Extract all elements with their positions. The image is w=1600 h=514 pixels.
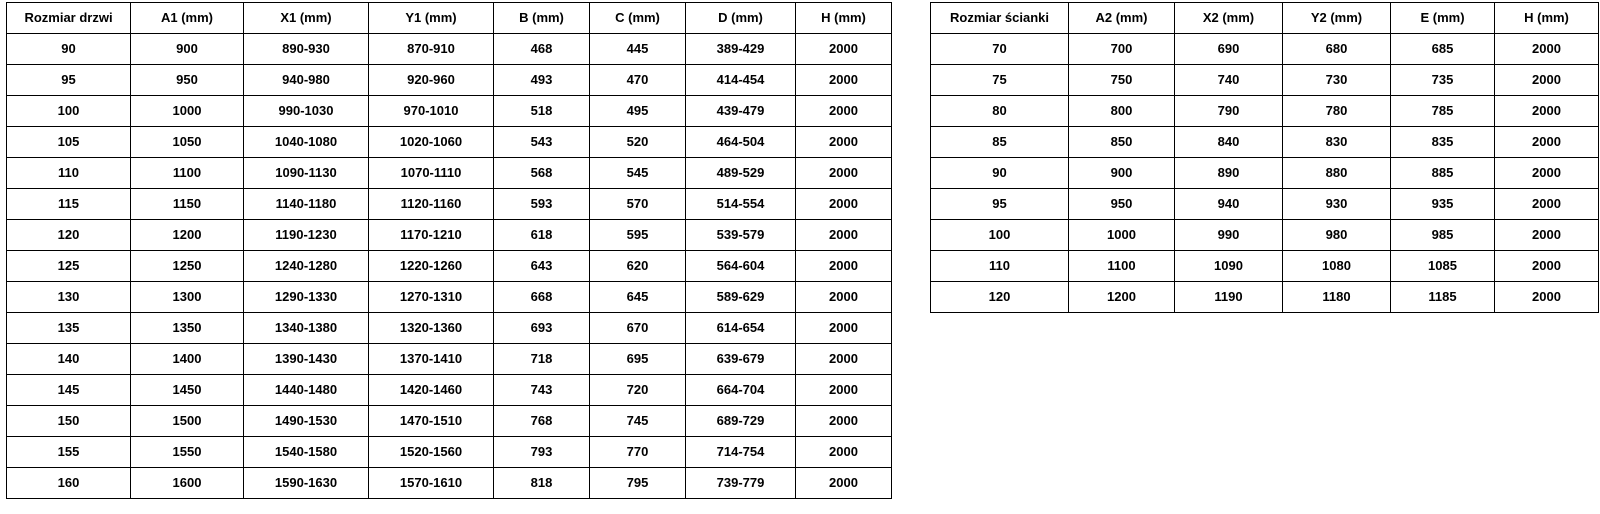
table-cell: 680: [1283, 34, 1391, 65]
table-cell: 1450: [131, 375, 244, 406]
table-cell: 120: [7, 220, 131, 251]
table-cell: 1180: [1283, 282, 1391, 313]
table-cell: 1250: [131, 251, 244, 282]
table-cell: 2000: [1495, 34, 1599, 65]
table-cell: 645: [590, 282, 686, 313]
table-cell: 790: [1175, 96, 1283, 127]
table-cell: 1040-1080: [244, 127, 369, 158]
table-cell: 890: [1175, 158, 1283, 189]
table-cell: 2000: [1495, 96, 1599, 127]
table-cell: 520: [590, 127, 686, 158]
table-cell: 985: [1391, 220, 1495, 251]
table-cell: 785: [1391, 96, 1495, 127]
table-cell: 950: [131, 65, 244, 96]
table-cell: 664-704: [686, 375, 796, 406]
table-cell: 970-1010: [369, 96, 494, 127]
table-cell: 1300: [131, 282, 244, 313]
table-cell: 2000: [796, 251, 892, 282]
table-cell: 1120-1160: [369, 189, 494, 220]
table-cell: 495: [590, 96, 686, 127]
table-cell: 2000: [796, 127, 892, 158]
table-cell: 700: [1069, 34, 1175, 65]
table-cell: 2000: [1495, 65, 1599, 96]
table-cell: 920-960: [369, 65, 494, 96]
table-cell: 1350: [131, 313, 244, 344]
table-cell: 1500: [131, 406, 244, 437]
table-cell: 1600: [131, 468, 244, 499]
table-cell: 2000: [1495, 189, 1599, 220]
table-cell: 735: [1391, 65, 1495, 96]
table-row: [931, 158, 1599, 189]
table-header-row: [7, 3, 892, 34]
table-cell: 2000: [796, 375, 892, 406]
doors-dimensions-table-container: [6, 2, 892, 499]
table-cell: 2000: [796, 313, 892, 344]
column-header: D (mm): [686, 3, 796, 34]
table-cell: 1000: [131, 96, 244, 127]
table-cell: 1080: [1283, 251, 1391, 282]
table-cell: 543: [494, 127, 590, 158]
table-cell: 2000: [796, 65, 892, 96]
table-cell: 689-729: [686, 406, 796, 437]
table-cell: 120: [931, 282, 1069, 313]
column-header: Y2 (mm): [1283, 3, 1391, 34]
table-cell: 1540-1580: [244, 437, 369, 468]
table-cell: 110: [7, 158, 131, 189]
table-cell: 1140-1180: [244, 189, 369, 220]
table-cell: 110: [931, 251, 1069, 282]
table-row: [931, 127, 1599, 158]
column-header: A1 (mm): [131, 3, 244, 34]
table-cell: 1490-1530: [244, 406, 369, 437]
table-cell: 1240-1280: [244, 251, 369, 282]
table-cell: 95: [931, 189, 1069, 220]
table-cell: 2000: [1495, 220, 1599, 251]
table-cell: 80: [931, 96, 1069, 127]
table-cell: 100: [931, 220, 1069, 251]
table-cell: 990-1030: [244, 96, 369, 127]
table-cell: 1390-1430: [244, 344, 369, 375]
column-header: C (mm): [590, 3, 686, 34]
table-cell: 1020-1060: [369, 127, 494, 158]
table-cell: 880: [1283, 158, 1391, 189]
table-cell: 980: [1283, 220, 1391, 251]
table-cell: 570: [590, 189, 686, 220]
table-cell: 155: [7, 437, 131, 468]
table-cell: 95: [7, 65, 131, 96]
table-cell: 950: [1069, 189, 1175, 220]
table-cell: 2000: [1495, 282, 1599, 313]
table-cell: 685: [1391, 34, 1495, 65]
table-cell: 1185: [1391, 282, 1495, 313]
table-cell: 935: [1391, 189, 1495, 220]
table-cell: 780: [1283, 96, 1391, 127]
table-cell: 1090-1130: [244, 158, 369, 189]
table-cell: 1590-1630: [244, 468, 369, 499]
table-row: [7, 468, 892, 499]
table-cell: 670: [590, 313, 686, 344]
table-row: [7, 158, 892, 189]
column-header: E (mm): [1391, 3, 1495, 34]
table-row: [931, 220, 1599, 251]
table-cell: 115: [7, 189, 131, 220]
table-cell: 1550: [131, 437, 244, 468]
doors-dimensions-table: [6, 2, 892, 499]
column-header: X1 (mm): [244, 3, 369, 34]
table-cell: 818: [494, 468, 590, 499]
table-cell: 2000: [796, 344, 892, 375]
table-cell: 2000: [1495, 251, 1599, 282]
table-cell: 100: [7, 96, 131, 127]
table-cell: 130: [7, 282, 131, 313]
table-cell: 940: [1175, 189, 1283, 220]
table-cell: 1520-1560: [369, 437, 494, 468]
table-cell: 890-930: [244, 34, 369, 65]
table-cell: 835: [1391, 127, 1495, 158]
table-row: [7, 375, 892, 406]
table-row: [7, 313, 892, 344]
table-row: [931, 251, 1599, 282]
table-cell: 800: [1069, 96, 1175, 127]
table-cell: 470: [590, 65, 686, 96]
column-header: X2 (mm): [1175, 3, 1283, 34]
table-cell: 539-579: [686, 220, 796, 251]
table-cell: 770: [590, 437, 686, 468]
table-cell: 439-479: [686, 96, 796, 127]
doors-table-header: [7, 3, 892, 34]
table-cell: 125: [7, 251, 131, 282]
table-cell: 593: [494, 189, 590, 220]
table-row: [7, 34, 892, 65]
table-cell: 695: [590, 344, 686, 375]
table-cell: 614-654: [686, 313, 796, 344]
table-cell: 1050: [131, 127, 244, 158]
table-cell: 1220-1260: [369, 251, 494, 282]
table-row: [7, 96, 892, 127]
table-cell: 1085: [1391, 251, 1495, 282]
walls-table-body: [931, 34, 1599, 313]
table-cell: 740: [1175, 65, 1283, 96]
table-cell: 643: [494, 251, 590, 282]
table-cell: 990: [1175, 220, 1283, 251]
walls-table-header: [931, 3, 1599, 34]
table-row: [931, 65, 1599, 96]
table-cell: 468: [494, 34, 590, 65]
table-row: [7, 251, 892, 282]
table-cell: 1170-1210: [369, 220, 494, 251]
column-header: H (mm): [1495, 3, 1599, 34]
table-cell: 750: [1069, 65, 1175, 96]
table-cell: 900: [1069, 158, 1175, 189]
table-cell: 564-604: [686, 251, 796, 282]
table-cell: 840: [1175, 127, 1283, 158]
table-cell: 145: [7, 375, 131, 406]
doors-table-body: [7, 34, 892, 499]
table-cell: 739-779: [686, 468, 796, 499]
table-cell: 730: [1283, 65, 1391, 96]
column-header: Y1 (mm): [369, 3, 494, 34]
table-cell: 150: [7, 406, 131, 437]
table-cell: 493: [494, 65, 590, 96]
table-cell: 2000: [796, 96, 892, 127]
table-cell: 718: [494, 344, 590, 375]
table-row: [7, 406, 892, 437]
table-cell: 743: [494, 375, 590, 406]
table-cell: 1000: [1069, 220, 1175, 251]
column-header: B (mm): [494, 3, 590, 34]
column-header: Rozmiar ścianki: [931, 3, 1069, 34]
table-cell: 1200: [1069, 282, 1175, 313]
table-cell: 714-754: [686, 437, 796, 468]
table-cell: 793: [494, 437, 590, 468]
table-row: [7, 437, 892, 468]
table-cell: 768: [494, 406, 590, 437]
table-cell: 1070-1110: [369, 158, 494, 189]
table-cell: 2000: [796, 282, 892, 313]
walls-dimensions-table: [930, 2, 1599, 313]
table-cell: 545: [590, 158, 686, 189]
table-cell: 1200: [131, 220, 244, 251]
table-cell: 1420-1460: [369, 375, 494, 406]
table-cell: 464-504: [686, 127, 796, 158]
table-header-row: [931, 3, 1599, 34]
table-cell: 618: [494, 220, 590, 251]
table-cell: 620: [590, 251, 686, 282]
table-cell: 1190: [1175, 282, 1283, 313]
table-cell: 90: [931, 158, 1069, 189]
table-cell: 1570-1610: [369, 468, 494, 499]
table-cell: 900: [131, 34, 244, 65]
table-cell: 940-980: [244, 65, 369, 96]
table-cell: 850: [1069, 127, 1175, 158]
table-cell: 2000: [796, 220, 892, 251]
table-row: [931, 96, 1599, 127]
table-row: [931, 282, 1599, 313]
table-cell: 75: [931, 65, 1069, 96]
table-cell: 105: [7, 127, 131, 158]
table-cell: 90: [7, 34, 131, 65]
table-row: [7, 344, 892, 375]
table-cell: 2000: [796, 189, 892, 220]
table-cell: 140: [7, 344, 131, 375]
table-cell: 2000: [1495, 158, 1599, 189]
table-cell: 414-454: [686, 65, 796, 96]
table-cell: 1150: [131, 189, 244, 220]
table-row: [7, 282, 892, 313]
column-header: H (mm): [796, 3, 892, 34]
table-cell: 690: [1175, 34, 1283, 65]
table-cell: 2000: [796, 437, 892, 468]
table-cell: 2000: [796, 34, 892, 65]
table-cell: 693: [494, 313, 590, 344]
table-cell: 1270-1310: [369, 282, 494, 313]
table-cell: 795: [590, 468, 686, 499]
table-cell: 720: [590, 375, 686, 406]
table-cell: 389-429: [686, 34, 796, 65]
table-cell: 1190-1230: [244, 220, 369, 251]
table-row: [7, 220, 892, 251]
table-cell: 85: [931, 127, 1069, 158]
table-cell: 514-554: [686, 189, 796, 220]
table-cell: 1100: [1069, 251, 1175, 282]
table-cell: 885: [1391, 158, 1495, 189]
column-header: Rozmiar drzwi: [7, 3, 131, 34]
table-cell: 1290-1330: [244, 282, 369, 313]
table-cell: 745: [590, 406, 686, 437]
table-row: [931, 189, 1599, 220]
table-cell: 595: [590, 220, 686, 251]
table-cell: 568: [494, 158, 590, 189]
table-cell: 489-529: [686, 158, 796, 189]
walls-dimensions-table-container: [930, 2, 1599, 313]
table-row: [7, 189, 892, 220]
table-cell: 2000: [796, 468, 892, 499]
table-cell: 2000: [796, 406, 892, 437]
table-cell: 518: [494, 96, 590, 127]
table-cell: 1090: [1175, 251, 1283, 282]
table-cell: 1100: [131, 158, 244, 189]
table-cell: 1400: [131, 344, 244, 375]
table-cell: 2000: [1495, 127, 1599, 158]
table-cell: 1320-1360: [369, 313, 494, 344]
table-cell: 589-629: [686, 282, 796, 313]
table-cell: 70: [931, 34, 1069, 65]
table-row: [7, 65, 892, 96]
table-cell: 870-910: [369, 34, 494, 65]
table-cell: 160: [7, 468, 131, 499]
table-cell: 1340-1380: [244, 313, 369, 344]
table-cell: 830: [1283, 127, 1391, 158]
table-cell: 930: [1283, 189, 1391, 220]
table-cell: 135: [7, 313, 131, 344]
table-cell: 445: [590, 34, 686, 65]
table-row: [7, 127, 892, 158]
table-cell: 1370-1410: [369, 344, 494, 375]
table-cell: 1470-1510: [369, 406, 494, 437]
table-cell: 639-679: [686, 344, 796, 375]
table-cell: 1440-1480: [244, 375, 369, 406]
column-header: A2 (mm): [1069, 3, 1175, 34]
table-cell: 668: [494, 282, 590, 313]
table-row: [931, 34, 1599, 65]
table-cell: 2000: [796, 158, 892, 189]
